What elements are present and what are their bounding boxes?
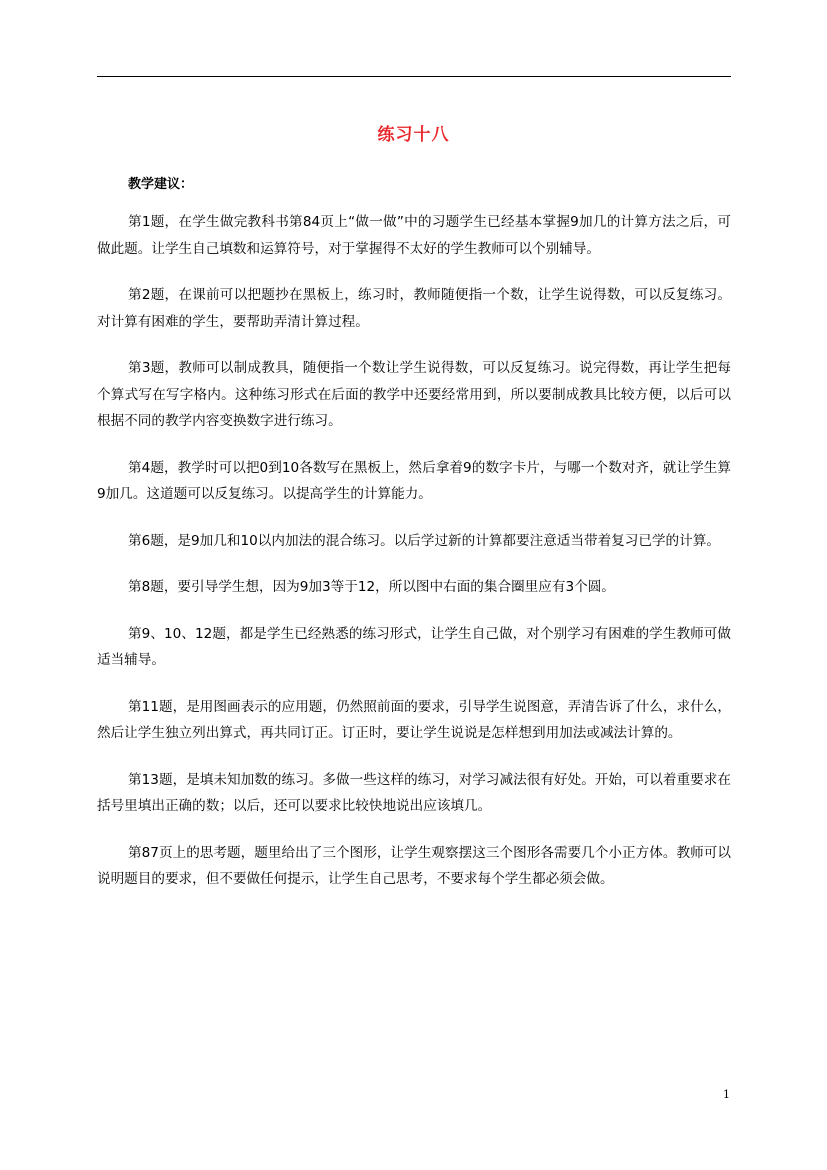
- paragraph-6: 第8题，要引导学生想，因为9加3等于12，所以图中右面的集合圈里应有3个圆。: [128, 579, 615, 595]
- section-label: 教学建议：: [128, 177, 194, 192]
- page-number: 1: [723, 1088, 730, 1101]
- page-title: 练习十八: [377, 125, 450, 145]
- paragraph-10: 第87页上的思考题，题里给出了三个图形，让学生观察摆这三个图形各需要几个小正方体。教师可以说明题目的要求，但不要做任何提示，让学生自己思考，不要求每个学生都必须会做。: [97, 844, 731, 887]
- paragraph-2: 第2题，在课前可以把题抄在黑板上，练习时，教师随便指一个数，让学生说得数，可以反复练习。对计算有困难的学生，要帮助弄清计算过程。: [97, 287, 731, 330]
- paragraph-4: 第4题，教学时可以把0到10各数写在黑板上，然后拿着9的数字卡片，与哪一个数对齐，就让学生算9加几。这道题可以反复练习。以提高学生的计算能力。: [97, 459, 731, 502]
- paragraph-3: 第3题，教师可以制成教具，随便指一个数让学生说得数，可以反复练习。说完得数，再让学生把每个算式写在写字格内。这种练习形式在后面的教学中还要经常用到，所以要制成教具比较方便，以后可以根据不同的教学内容变换数字进行练习。: [97, 360, 731, 429]
- header-rule: [97, 76, 731, 77]
- paragraph-1: 第1题，在学生做完教科书第84页上“做一做”中的习题学生已经基本掌握9加几的计算方法之后，可做此题。让学生自己填数和运算符号，对于掌握得不太好的学生教师可以个别辅导。: [97, 214, 731, 257]
- paragraph-9: 第13题，是填未知加数的练习。多做一些这样的练习，对学习减法很有好处。开始，可以着重要求在括号里填出正确的数；以后，还可以要求比较快地说出应该填几。: [97, 771, 731, 814]
- paragraph-7: 第9、10、12题，都是学生已经熟悉的练习形式，让学生自己做，对个别学习有困难的学生教师可做适当辅导。: [97, 625, 731, 668]
- paragraph-8: 第11题，是用图画表示的应用题，仍然照前面的要求，引导学生说图意，弄清告诉了什么，求什么，然后让学生独立列出算式，再共同订正。订正时，要让学生说说是怎样想到用加法或减法计算的。: [97, 698, 731, 741]
- paragraph-5: 第6题，是9加几和10以内加法的混合练习。以后学过新的计算都要注意适当带着复习已学的计算。: [128, 532, 720, 549]
- document-body: [97, 209, 731, 913]
